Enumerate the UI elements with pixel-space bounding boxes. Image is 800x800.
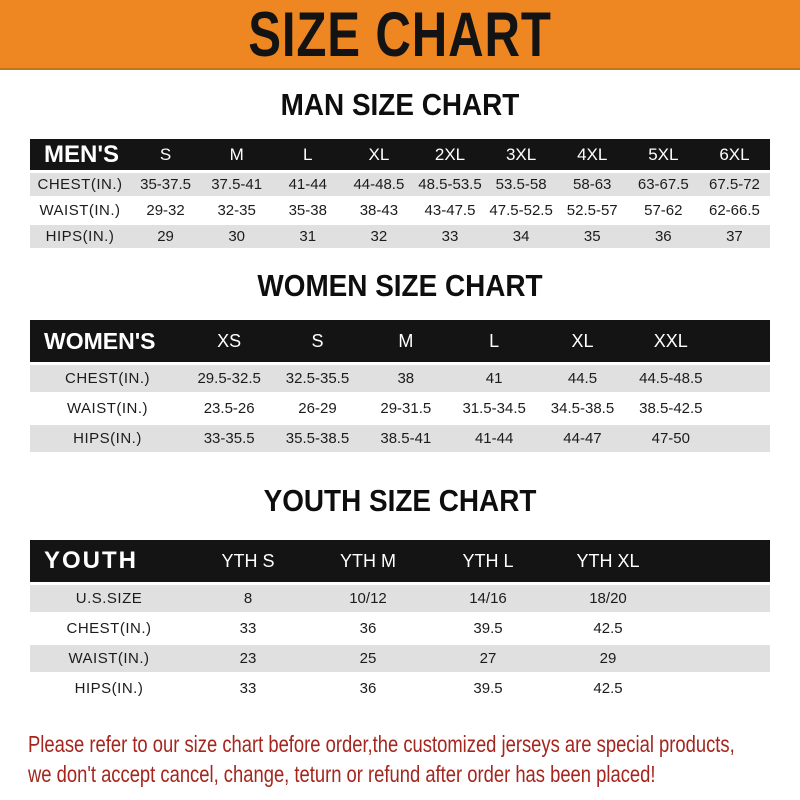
row-label: CHEST(IN.) bbox=[30, 365, 185, 392]
size-value-cell: 42.5 bbox=[548, 675, 668, 702]
size-value-cell: 36 bbox=[628, 225, 699, 248]
row-spacer bbox=[668, 645, 770, 672]
size-value-cell: 27 bbox=[428, 645, 548, 672]
table-corner-label: YOUTH bbox=[30, 540, 188, 582]
banner-title: SIZE CHART bbox=[248, 0, 552, 70]
size-value-cell: 34.5-38.5 bbox=[538, 395, 626, 422]
size-value-cell: 36 bbox=[308, 675, 428, 702]
size-value-cell: 29.5-32.5 bbox=[185, 365, 273, 392]
table-row bbox=[30, 365, 770, 392]
row-spacer bbox=[715, 365, 770, 392]
size-value-cell: 52.5-57 bbox=[557, 199, 628, 222]
column-header: S bbox=[130, 139, 201, 170]
table-header-row bbox=[30, 540, 770, 582]
size-value-cell: 32 bbox=[343, 225, 414, 248]
size-value-cell: 39.5 bbox=[428, 675, 548, 702]
man-size-chart-heading: MAN SIZE CHART bbox=[280, 87, 520, 122]
size-value-cell: 30 bbox=[201, 225, 272, 248]
size-value-cell: 48.5-53.5 bbox=[414, 173, 485, 196]
size-value-cell: 34 bbox=[486, 225, 557, 248]
size-value-cell: 47-50 bbox=[627, 425, 715, 452]
table-row bbox=[30, 199, 770, 222]
table-row bbox=[30, 585, 770, 612]
size-value-cell: 18/20 bbox=[548, 585, 668, 612]
size-value-cell: 33-35.5 bbox=[185, 425, 273, 452]
size-value-cell: 38.5-41 bbox=[362, 425, 450, 452]
size-value-cell: 42.5 bbox=[548, 615, 668, 642]
row-label: HIPS(IN.) bbox=[30, 225, 130, 248]
size-value-cell: 57-62 bbox=[628, 199, 699, 222]
row-spacer bbox=[668, 675, 770, 702]
size-value-cell: 35-37.5 bbox=[130, 173, 201, 196]
column-header: 5XL bbox=[628, 139, 699, 170]
size-value-cell: 26-29 bbox=[273, 395, 361, 422]
youth-size-table bbox=[30, 537, 770, 705]
table-corner-label: MEN'S bbox=[30, 139, 130, 170]
size-value-cell: 33 bbox=[188, 675, 308, 702]
column-header: XS bbox=[185, 320, 273, 362]
table-row bbox=[30, 173, 770, 196]
size-value-cell: 38-43 bbox=[343, 199, 414, 222]
column-header: 6XL bbox=[699, 139, 770, 170]
size-chart-banner bbox=[0, 0, 800, 70]
row-label: CHEST(IN.) bbox=[30, 615, 188, 642]
size-value-cell: 32-35 bbox=[201, 199, 272, 222]
size-value-cell: 41-44 bbox=[272, 173, 343, 196]
disclaimer bbox=[28, 729, 800, 789]
size-value-cell: 44.5 bbox=[538, 365, 626, 392]
size-value-cell: 31.5-34.5 bbox=[450, 395, 538, 422]
size-value-cell: 38.5-42.5 bbox=[627, 395, 715, 422]
disclaimer-line-2: we don't accept cancel, change, teturn or refund after order has been placed! bbox=[28, 761, 656, 787]
row-label: HIPS(IN.) bbox=[30, 425, 185, 452]
column-header: L bbox=[450, 320, 538, 362]
column-header: 2XL bbox=[414, 139, 485, 170]
women-size-chart-section bbox=[0, 268, 800, 455]
men-size-table bbox=[30, 136, 770, 251]
size-value-cell: 31 bbox=[272, 225, 343, 248]
column-header: YTH S bbox=[188, 540, 308, 582]
size-value-cell: 37 bbox=[699, 225, 770, 248]
header-spacer bbox=[715, 320, 770, 362]
table-corner-label: WOMEN'S bbox=[30, 320, 185, 362]
size-value-cell: 23 bbox=[188, 645, 308, 672]
table-header-row bbox=[30, 139, 770, 170]
row-spacer bbox=[715, 425, 770, 452]
column-header: XXL bbox=[627, 320, 715, 362]
column-header: YTH L bbox=[428, 540, 548, 582]
youth-size-chart-section bbox=[0, 483, 800, 705]
size-value-cell: 47.5-52.5 bbox=[486, 199, 557, 222]
size-value-cell: 35-38 bbox=[272, 199, 343, 222]
row-spacer bbox=[668, 585, 770, 612]
header-spacer bbox=[668, 540, 770, 582]
table-row bbox=[30, 675, 770, 702]
table-row bbox=[30, 425, 770, 452]
size-value-cell: 29-32 bbox=[130, 199, 201, 222]
table-row bbox=[30, 615, 770, 642]
size-value-cell: 23.5-26 bbox=[185, 395, 273, 422]
size-value-cell: 41-44 bbox=[450, 425, 538, 452]
size-value-cell: 44.5-48.5 bbox=[627, 365, 715, 392]
table-header-row bbox=[30, 320, 770, 362]
size-value-cell: 58-63 bbox=[557, 173, 628, 196]
size-value-cell: 37.5-41 bbox=[201, 173, 272, 196]
size-value-cell: 35 bbox=[557, 225, 628, 248]
women-size-chart-heading: WOMEN SIZE CHART bbox=[257, 268, 543, 303]
column-header: L bbox=[272, 139, 343, 170]
size-value-cell: 44-48.5 bbox=[343, 173, 414, 196]
size-value-cell: 32.5-35.5 bbox=[273, 365, 361, 392]
size-value-cell: 53.5-58 bbox=[486, 173, 557, 196]
size-value-cell: 43-47.5 bbox=[414, 199, 485, 222]
column-header: YTH M bbox=[308, 540, 428, 582]
table-row bbox=[30, 395, 770, 422]
row-label: WAIST(IN.) bbox=[30, 395, 185, 422]
column-header: 3XL bbox=[486, 139, 557, 170]
size-value-cell: 36 bbox=[308, 615, 428, 642]
row-label: WAIST(IN.) bbox=[30, 199, 130, 222]
youth-size-chart-heading: YOUTH SIZE CHART bbox=[263, 483, 537, 518]
column-header: S bbox=[273, 320, 361, 362]
size-value-cell: 35.5-38.5 bbox=[273, 425, 361, 452]
row-label: WAIST(IN.) bbox=[30, 645, 188, 672]
size-value-cell: 39.5 bbox=[428, 615, 548, 642]
women-size-table bbox=[30, 317, 770, 455]
size-value-cell: 10/12 bbox=[308, 585, 428, 612]
size-value-cell: 25 bbox=[308, 645, 428, 672]
column-header: M bbox=[201, 139, 272, 170]
column-header: XL bbox=[538, 320, 626, 362]
size-value-cell: 29 bbox=[130, 225, 201, 248]
table-row bbox=[30, 645, 770, 672]
man-size-chart-section bbox=[0, 87, 800, 251]
size-value-cell: 63-67.5 bbox=[628, 173, 699, 196]
size-value-cell: 33 bbox=[188, 615, 308, 642]
row-label: HIPS(IN.) bbox=[30, 675, 188, 702]
column-header: 4XL bbox=[557, 139, 628, 170]
size-value-cell: 62-66.5 bbox=[699, 199, 770, 222]
size-value-cell: 41 bbox=[450, 365, 538, 392]
column-header: YTH XL bbox=[548, 540, 668, 582]
size-value-cell: 29 bbox=[548, 645, 668, 672]
size-value-cell: 8 bbox=[188, 585, 308, 612]
row-spacer bbox=[668, 615, 770, 642]
column-header: M bbox=[362, 320, 450, 362]
size-value-cell: 67.5-72 bbox=[699, 173, 770, 196]
column-header: XL bbox=[343, 139, 414, 170]
row-spacer bbox=[715, 395, 770, 422]
size-value-cell: 38 bbox=[362, 365, 450, 392]
disclaimer-line-1: Please refer to our size chart before order,the customized jerseys are special products, bbox=[28, 731, 735, 757]
row-label: CHEST(IN.) bbox=[30, 173, 130, 196]
size-value-cell: 33 bbox=[414, 225, 485, 248]
size-value-cell: 29-31.5 bbox=[362, 395, 450, 422]
row-label: U.S.SIZE bbox=[30, 585, 188, 612]
size-value-cell: 14/16 bbox=[428, 585, 548, 612]
size-value-cell: 44-47 bbox=[538, 425, 626, 452]
table-row bbox=[30, 225, 770, 248]
